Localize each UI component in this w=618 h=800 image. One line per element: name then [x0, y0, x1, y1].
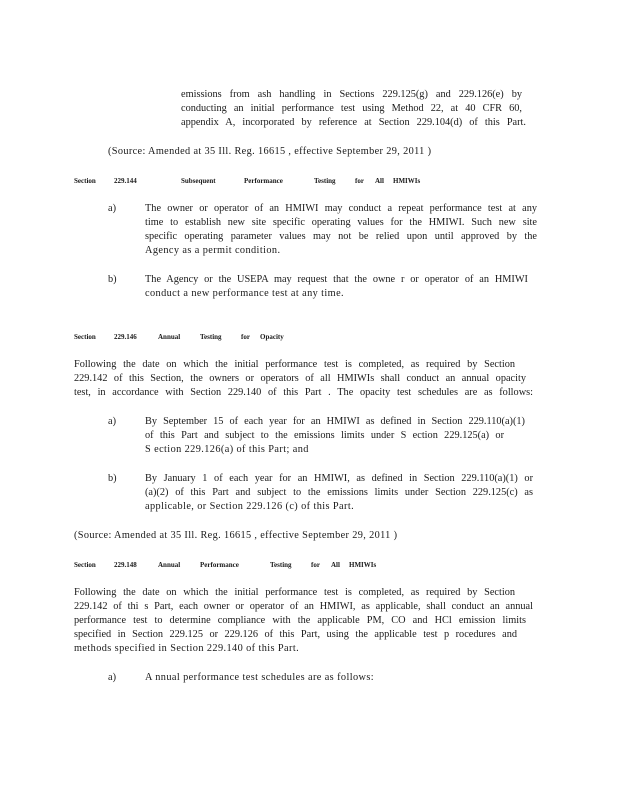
item-a-line: of this Part and subject to the emissions limits under S ection 229.125(a) or: [145, 430, 504, 441]
source-note: (Source: Amended at 35 Ill. Reg. 16615 , effective September 29, 2011 ): [74, 530, 398, 541]
heading-word: for: [241, 333, 250, 341]
heading-word: Annual: [158, 333, 181, 341]
section-148-intro-line: performance test to determine compliance with the applicable PM, CO and HCl emission limits: [74, 615, 526, 626]
heading-word: Opacity: [260, 333, 284, 341]
heading-word: for: [311, 561, 320, 569]
heading-word: Performance: [200, 561, 239, 569]
heading-word: for: [355, 177, 364, 185]
heading-word: Annual: [158, 561, 181, 569]
item-label: a): [108, 672, 116, 683]
heading-word: Subsequent: [181, 177, 216, 185]
heading-word: Section: [74, 561, 96, 569]
section-heading-229-144: [74, 175, 474, 187]
section-148-intro-line: 229.142 of thi s Part, each owner or operator of an HMIWI, as applicable, shall conduct an annual: [74, 601, 533, 612]
section-146-intro-line: Following the date on which the initial performance test is completed, as required by Section: [74, 359, 515, 370]
item-label: b): [108, 274, 117, 285]
item-b-line: By January 1 of each year for an HMIWI, as defined in Section 229.110(a)(1) or: [145, 473, 533, 484]
item-a-line: S ection 229.126(a) of this Part; and: [145, 444, 309, 455]
section-146-intro-line: 229.142 of this Section, the owners or operators of all HMIWIs shall conduct an annual opacity: [74, 373, 526, 384]
item-a-line: By September 15 of each year for an HMIWI as defined in Section 229.110(a)(1): [145, 416, 525, 427]
section-heading-229-148: [74, 559, 474, 571]
heading-word: All: [331, 561, 340, 569]
item-label: b): [108, 473, 117, 484]
item-a-line: time to establish new site specific operating values for the HMIWI. Such new site: [145, 217, 537, 228]
section-146-intro-line: test, in accordance with Section 229.140 of this Part . The opacity test schedules are as follows:: [74, 387, 533, 398]
section-heading-229-146: [74, 331, 474, 343]
item-a-line: Agency as a permit condition.: [145, 245, 281, 256]
item-a-line: The owner or operator of an HMIWI may conduct a repeat performance test at any: [145, 203, 537, 214]
continuation-line: appendix A, incorporated by reference at Section 229.104(d) of this Part.: [181, 117, 526, 128]
source-note: (Source: Amended at 35 Ill. Reg. 16615 , effective September 29, 2011 ): [108, 146, 432, 157]
item-label: a): [108, 416, 116, 427]
section-148-intro-line: specified in Section 229.125 or 229.126 of this Part, using the applicable test p rocedures and: [74, 629, 517, 640]
continuation-line: conducting an initial performance test using Method 22, at 40 CFR 60,: [181, 103, 522, 114]
heading-word: All: [375, 177, 384, 185]
heading-word: Performance: [244, 177, 283, 185]
heading-word: Section: [74, 333, 96, 341]
section-148-intro-line: methods specified in Section 229.140 of this Part.: [74, 643, 300, 654]
heading-word: HMIWIs: [393, 177, 421, 185]
heading-word: 229.144: [114, 177, 137, 185]
item-b-line: applicable, or Section 229.126 (c) of this Part.: [145, 501, 355, 512]
item-label: a): [108, 203, 116, 214]
section-148-intro-line: Following the date on which the initial performance test is completed, as required by Section: [74, 587, 515, 598]
heading-word: Testing: [314, 177, 336, 185]
item-a-line: specific operating parameter values may not be relied upon until approved by the: [145, 231, 537, 242]
item-b-line: (a)(2) of this Part and subject to the emissions limits under Section 229.125(c) as: [145, 487, 533, 498]
item-a-line: A nnual performance test schedules are as follows:: [145, 672, 375, 683]
heading-word: Testing: [200, 333, 222, 341]
heading-word: Testing: [270, 561, 292, 569]
heading-word: 229.146: [114, 333, 137, 341]
heading-word: 229.148: [114, 561, 137, 569]
heading-word: HMIWIs: [349, 561, 377, 569]
item-b-line: The Agency or the USEPA may request that the owne r or operator of an HMIWI: [145, 274, 528, 285]
continuation-line: emissions from ash handling in Sections 229.125(g) and 229.126(e) by: [181, 89, 522, 100]
heading-word: Section: [74, 177, 96, 185]
item-b-line: conduct a new performance test at any time.: [145, 288, 345, 299]
